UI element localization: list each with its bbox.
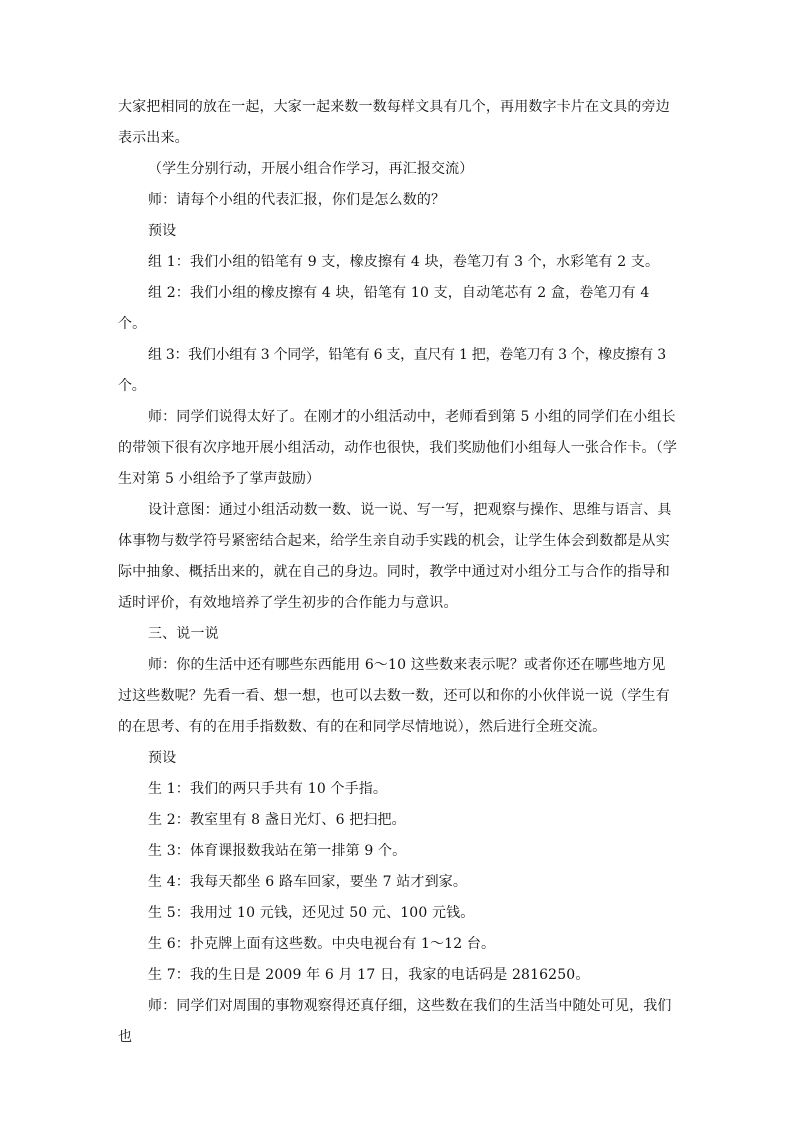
paragraph-teacher-prompt: 师：你的生活中还有哪些东西能用 6～10 这些数来表示呢？或者你还在哪些地方见过这些数呢？先看一看、想一想，也可以去数一数，还可以和你的小伙伴说一说（学生有的在思考、有的在用手指数数、有的在和同学尽情地说），然后进行全班交流。	[118, 657, 670, 735]
paragraph-student-7: 生 7：我的生日是 2009 年 6 月 17 日，我家的电话码是 2816250。	[148, 967, 590, 983]
paragraph-teacher-summary: 师：同学们对周围的事物观察得还真仔细，这些数在我们的生活当中随处可见，我们也	[118, 998, 672, 1045]
paragraph-student-6: 生 6：扑克牌上面有这些数。中央电视台有 1～12 台。	[148, 936, 496, 952]
paragraph-intro: 大家把相同的放在一起，大家一起来数一数每样文具有几个，再用数字卡片在文具的旁边表示出来。	[118, 99, 670, 146]
paragraph-teacher-question: 师：请每个小组的代表汇报，你们是怎么数的？	[148, 192, 446, 208]
paragraph-teacher-praise: 师：同学们说得太好了。在刚才的小组活动中，老师看到第 5 小组的同学们在小组长的带领下很有次序地开展小组活动，动作也很快，我们奖励他们小组每人一张合作卡。（学生对第 5 小组给予了掌声鼓励）	[118, 409, 677, 487]
paragraph-student-2: 生 2：教室里有 8 盏日光灯、6 把扫把。	[148, 812, 406, 828]
document-body	[118, 92, 678, 1053]
paragraph-group-3: 组 3：我们小组有 3 个同学，铅笔有 6 支，直尺有 1 把，卷笔刀有 3 个，橡皮擦有 3 个。	[118, 347, 666, 394]
paragraph-student-1: 生 1：我们的两只手共有 10 个手指。	[148, 781, 388, 797]
paragraph-student-5: 生 5：我用过 10 元钱，还见过 50 元、100 元钱。	[148, 905, 475, 921]
paragraph-student-4: 生 4：我每天都坐 6 路车回家，要坐 7 站才到家。	[148, 874, 468, 890]
paragraph-student-activity: （学生分别行动，开展小组合作学习，再汇报交流）	[148, 161, 474, 177]
paragraph-group-2: 组 2：我们小组的橡皮擦有 4 块，铅笔有 10 支，自动笔芯有 2 盒，卷笔刀有 4 个。	[118, 285, 650, 332]
paragraph-design-intent: 设计意图：通过小组活动数一数、说一说、写一写，把观察与操作、思维与语言、具体事物与数学符号紧密结合起来，给学生亲自动手实践的机会，让学生体会到数都是从实际中抽象、概括出来的，就在自己的身边。同时，教学中通过对小组分工与合作的指导和适时评价，有效地培养了学生初步的合作能力与意识。	[118, 502, 672, 611]
paragraph-preset-label-2: 预设	[148, 750, 177, 766]
section-heading-say: 三、说一说	[148, 626, 219, 642]
paragraph-group-1: 组 1：我们小组的铅笔有 9 支，橡皮擦有 4 块，卷笔刀有 3 个，水彩笔有 2 支。	[148, 254, 660, 270]
paragraph-preset-label: 预设	[148, 223, 177, 239]
paragraph-student-3: 生 3：体育课报数我站在第一排第 9 个。	[148, 843, 407, 859]
